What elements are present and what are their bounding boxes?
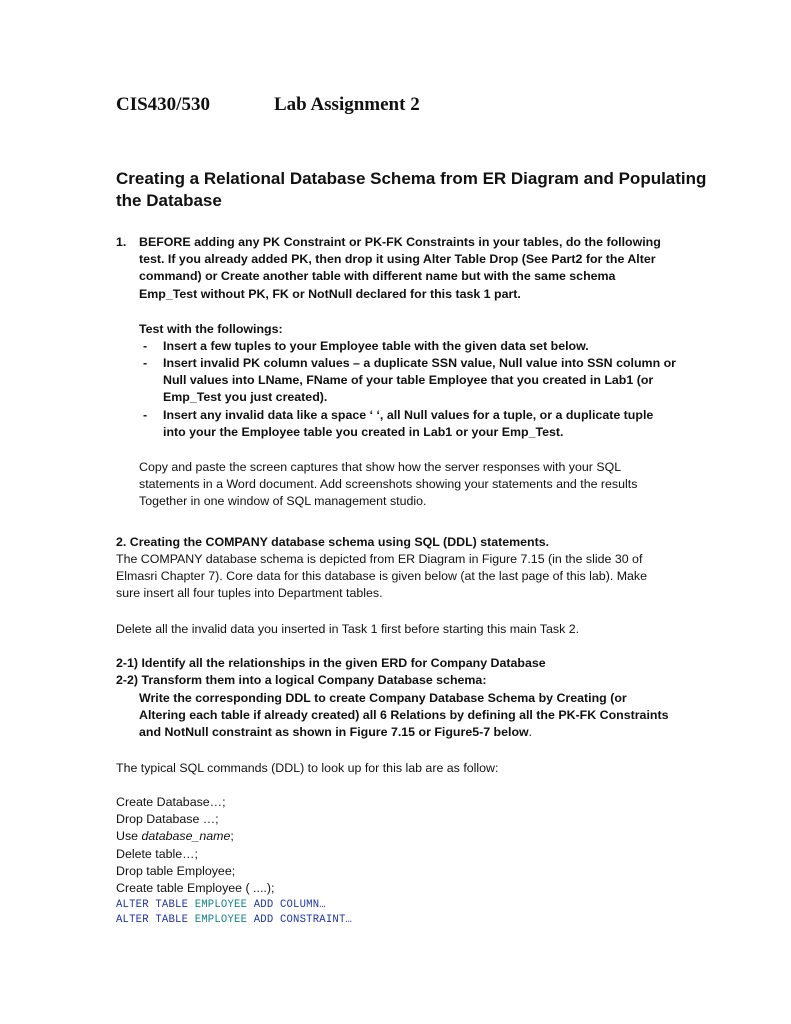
code-rest: ADD COLUMN… — [247, 899, 326, 911]
command-list — [116, 794, 274, 897]
subtask-2-2-details — [139, 690, 668, 742]
code-block — [116, 898, 352, 928]
document-heading — [116, 168, 716, 212]
test-bullet-1 — [163, 338, 589, 355]
course-code: CIS430/530 — [116, 94, 210, 115]
heading-line-1: Creating a Relational Database Schema from ER Diagram and Populating — [116, 169, 707, 188]
code-table-name: EMPLOYEE — [194, 914, 248, 926]
cmd-create-database: Create Database…; — [116, 795, 226, 809]
test-bullet-3 — [163, 407, 653, 441]
subtask-line-text: and NotNull constraint as shown in Figure 7.15 or Figure5-7 below — [139, 725, 529, 740]
cmd-drop-database: Drop Database …; — [116, 812, 219, 827]
cmd-create-table: Create table Employee ( ....); — [116, 881, 275, 896]
test-bullet-2 — [163, 355, 676, 407]
bullet-line: Emp_Test you just created). — [163, 390, 328, 405]
task1-line: Emp_Test without PK, FK or NotNull declared for this task 1 part. — [139, 286, 521, 301]
task2-line: sure insert all four tuples into Department tables. — [116, 586, 383, 601]
code-keyword: ALTER TABLE — [116, 914, 195, 926]
bullet-line: Insert a few tuples to your Employee table with the given data set below. — [163, 339, 589, 353]
subtask-line: Altering each table if already created) all 6 Relations by defining all the PK-FK Constraints — [139, 708, 669, 723]
bullet-line: Null values into LName, FName of your table Employee that you created in Lab1 (or — [163, 373, 654, 388]
task2-heading: 2. Creating the COMPANY database schema using SQL (DDL) statements. — [116, 535, 550, 549]
cmd-drop-table: Drop table Employee; — [116, 863, 236, 878]
bullet-dash: - — [143, 339, 148, 353]
task2-line: The COMPANY database schema is depicted from ER Diagram in Figure 7.15 (in the slide 30 of — [116, 552, 643, 566]
subtask-2-2: 2-2) Transform them into a logical Company Database schema: — [116, 673, 487, 687]
subtask-line — [139, 724, 668, 741]
task2-description — [116, 551, 647, 603]
cmd-use-name: database_name — [141, 829, 231, 844]
code-keyword: ALTER TABLE — [116, 899, 195, 911]
task1-line: test. If you already added PK, then drop it using Alter Table Drop (See Part2 for the Alter — [139, 252, 656, 267]
commands-intro: The typical SQL commands (DDL) to look up for this lab are as follow: — [116, 761, 499, 775]
bullet-dash: - — [143, 408, 148, 422]
subtask-line: Write the corresponding DDL to create Company Database Schema by Creating (or — [139, 691, 627, 705]
task1-number: 1. — [116, 235, 127, 249]
heading-line-2: the Database — [116, 191, 222, 210]
code-line — [116, 913, 352, 928]
task1-line: command) or Create another table with different name but with the same schema — [139, 269, 616, 284]
code-line — [116, 898, 352, 913]
test-heading: Test with the followings: — [139, 322, 283, 336]
task1-line: BEFORE adding any PK Constraint or PK-FK Constraints in your tables, do the following — [139, 235, 661, 249]
cmd-use-suffix: ; — [230, 829, 234, 844]
bullet-line: Insert any invalid data like a space ‘ ‘, all Null values for a tuple, or a duplicate tuple — [163, 408, 654, 422]
subtask-period: . — [528, 725, 533, 740]
copy-line: statements in a Word document. Add screenshots showing your statements and the results — [139, 477, 638, 492]
subtask-2-1: 2-1) Identify all the relationships in the given ERD for Company Database — [116, 656, 546, 670]
bullet-dash: - — [143, 356, 148, 370]
cmd-delete-table: Delete table…; — [116, 846, 198, 861]
cmd-use-database — [116, 828, 274, 845]
copy-line: Together in one window of SQL management studio. — [139, 494, 427, 509]
bullet-line: Insert invalid PK column values – a duplicate SSN value, Null value into SSN column or — [163, 356, 676, 370]
code-table-name: EMPLOYEE — [194, 899, 248, 911]
task2-line: Elmasri Chapter 7). Core data for this database is given below (at the last page of this lab). Make — [116, 569, 648, 584]
copy-paste-instructions — [139, 459, 637, 511]
copy-line: Copy and paste the screen captures that show how the server responses with your SQL — [139, 460, 622, 474]
task1-instructions — [139, 234, 661, 303]
delete-note: Delete all the invalid data you inserted in Task 1 first before starting this main Task 2. — [116, 622, 580, 636]
code-rest: ADD CONSTRAINT… — [247, 914, 353, 926]
cmd-use-keyword: Use — [116, 829, 142, 844]
bullet-line: into your the Employee table you created in Lab1 or your Emp_Test. — [163, 425, 564, 440]
assignment-title: Lab Assignment 2 — [274, 94, 420, 115]
